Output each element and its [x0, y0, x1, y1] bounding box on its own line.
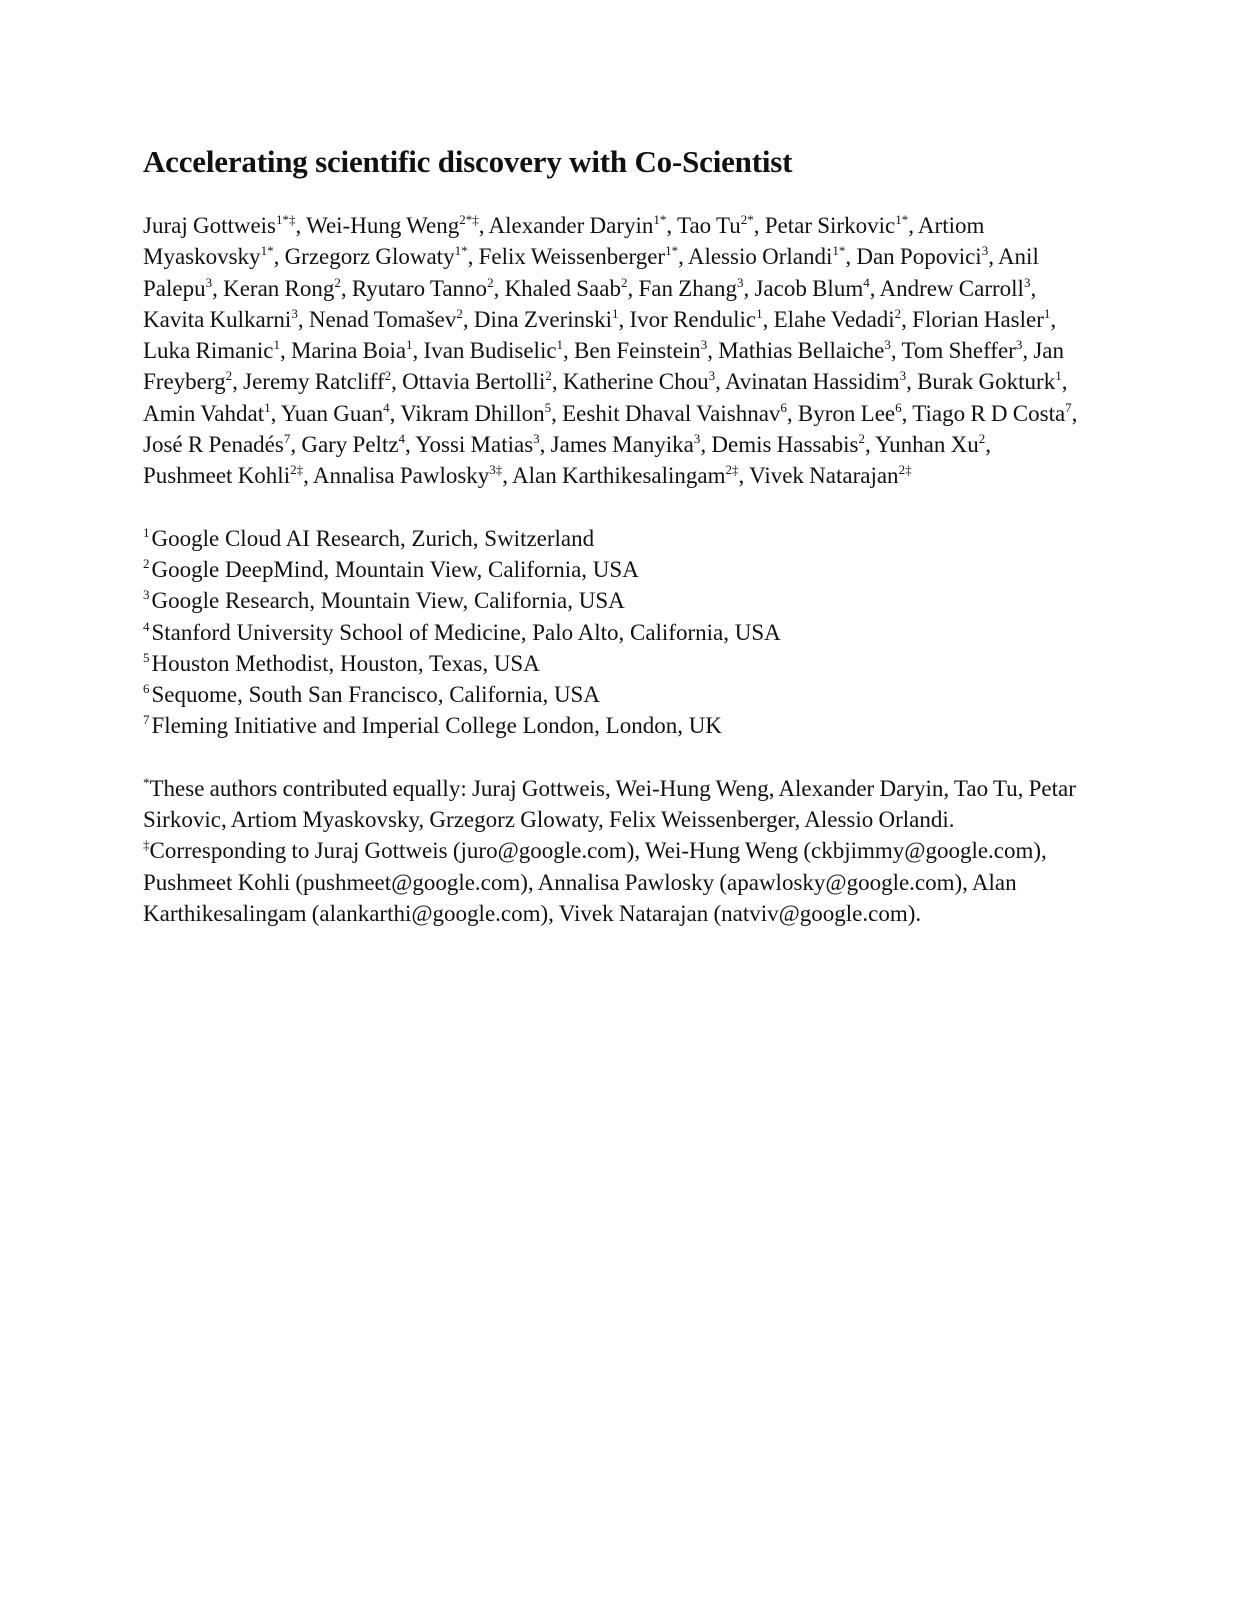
affiliation-text: Sequome, South San Francisco, California, USA — [151, 682, 600, 708]
author-affiliation-marks: 1 — [556, 337, 564, 353]
author-name: Alan Karthikesalingam — [512, 463, 726, 489]
author-name: Ben Feinstein — [574, 338, 701, 364]
author — [143, 463, 303, 488]
author — [765, 213, 908, 238]
author — [574, 338, 707, 363]
author — [512, 463, 738, 488]
author-name: Mathias Bellaiche — [718, 338, 885, 364]
author-name: Marina Boia — [290, 338, 407, 364]
author-name: Anil Palepu — [143, 244, 1039, 301]
author-name: James Manyika — [550, 432, 694, 458]
affiliation-text: Houston Methodist, Houston, Texas, USA — [151, 650, 540, 676]
author-name: Juraj Gottweis — [143, 213, 277, 238]
author — [856, 244, 988, 269]
author-affiliation-marks: 2 — [384, 368, 392, 384]
author-affiliation-marks: 3 — [205, 274, 213, 290]
corresponding-author-note — [143, 835, 1083, 929]
author-name: Tom Sheffer — [901, 338, 1016, 364]
author-affiliation-marks: 1 — [264, 399, 271, 415]
author-affiliation-marks: 3 — [291, 305, 298, 321]
author — [479, 244, 679, 269]
author-affiliation-marks: 2‡ — [290, 462, 304, 478]
author-name: Alexander Daryin — [488, 213, 654, 238]
author — [901, 338, 1022, 363]
author-affiliation-marks: 1 — [273, 337, 280, 353]
affiliation-text: Google Research, Mountain View, California, USA — [151, 588, 625, 614]
author — [143, 338, 280, 363]
author-affiliation-marks: 1*‡ — [276, 212, 296, 227]
author-affiliation-marks: 2 — [620, 274, 628, 290]
author — [912, 401, 1071, 426]
author-name: Tiago R D Costa — [912, 400, 1066, 426]
equal-contribution-text: These authors contributed equally: Juraj Gottweis, Wei-Hung Weng, Alexander Daryin, Tao Tu, Petar Sirkovic, Artiom Myaskovsky, Grzegorz Glowaty, Felix Weissenberger, Alessio Orlandi. — [143, 775, 1076, 833]
author-notes — [143, 773, 1083, 929]
author-name: Keran Rong — [223, 275, 335, 301]
corresponding-text: Corresponding to Juraj Gottweis (juro@google.com), Wei-Hung Weng (ckbjimmy@google.com), Pushmeet Kohli (pushmeet@google.com), Annalisa Pawlosky (apawlosky@google.com), Alan Karthikesalingam (alankarthi@google.com), Vivek Natarajan (natviv@google.com). — [143, 838, 1047, 926]
author — [352, 276, 494, 301]
affiliation-item — [143, 648, 1083, 679]
author — [638, 276, 743, 301]
author-name: Felix Weissenberger — [478, 244, 666, 270]
author-affiliation-marks: 2 — [978, 431, 986, 447]
author-name: Yuan Guan — [280, 400, 384, 426]
affiliation-list — [143, 523, 1083, 742]
equal-contribution-note — [143, 773, 1083, 836]
author-name: Alessio Orlandi — [687, 244, 833, 270]
affiliation-item — [143, 585, 1083, 616]
author-name: Ivan Budiselic — [423, 338, 557, 364]
author — [875, 432, 985, 457]
author — [243, 369, 391, 394]
affiliation-number: 6 — [143, 681, 150, 697]
affiliation-number: 2 — [143, 555, 150, 571]
author-affiliation-marks: 1* — [260, 243, 274, 259]
author — [301, 432, 405, 457]
author — [774, 307, 902, 332]
author-name: Avinatan Hassidim — [724, 369, 900, 395]
author — [725, 369, 906, 394]
author-affiliation-marks: 2 — [545, 368, 552, 384]
author-affiliation-marks: 3 — [693, 431, 701, 447]
author-name: Wei-Hung Weng — [306, 213, 460, 238]
author-name: Dina Zverinski — [473, 306, 612, 332]
author — [143, 213, 296, 238]
author-name: Dan Popovici — [856, 244, 982, 270]
affiliation-item — [143, 617, 1083, 648]
affiliation-number: 3 — [143, 587, 150, 603]
author-name: José R Penadés — [143, 432, 284, 458]
author-name: Khaled Saab — [504, 275, 621, 301]
author-affiliation-marks: 7 — [283, 431, 291, 447]
author-affiliation-marks: 2 — [456, 305, 463, 321]
author-name: Grzegorz Glowaty — [284, 244, 455, 270]
affiliation-item — [143, 679, 1083, 710]
author — [562, 401, 787, 426]
author-name: Elahe Vedadi — [773, 306, 895, 332]
author-affiliation-marks: 4 — [398, 431, 406, 447]
author — [309, 307, 463, 332]
affiliation-text: Stanford University School of Medicine, Palo Alto, California, USA — [151, 619, 781, 645]
author-affiliation-marks: 1* — [653, 212, 667, 227]
author-name: Ivor Rendulic — [629, 306, 757, 332]
author-name: Ryutaro Tanno — [351, 275, 488, 301]
equal-contribution-mark: * — [143, 774, 150, 790]
affiliation-number: 1 — [143, 524, 150, 540]
author-affiliation-marks: 3‡ — [489, 462, 503, 478]
author — [711, 432, 865, 457]
author-affiliation-marks: 2* — [740, 212, 754, 227]
affiliation-number: 4 — [143, 618, 150, 634]
author — [718, 338, 891, 363]
author-affiliation-marks: 2‡ — [898, 462, 912, 478]
author-affiliation-marks: 4 — [383, 399, 390, 415]
author-name: Jacob Blum — [754, 275, 864, 301]
author-affiliation-marks: 7 — [1065, 399, 1072, 415]
author — [143, 401, 271, 426]
affiliation-number: 5 — [143, 649, 150, 665]
author-list: Juraj Gottweis$^{1*\ddagger}$, Wei-Hung Weng$^{2*\ddagger}$, Alexander Daryin$^{1*}$, Tao $Tu^{2*}$, Petar Sirkovic$^{1*}$, Artiom Myaskovsky$^{1*}$, Grzegorz Glowaty$^{1*}$, Felix Weissenberger$^{1*}$, Alessio Orlandi$^{1*}$, Dan Popovici$^3$, Anil Palepu$^3$, Keran Rong$^2$, Ryutaro Tanno$^2$, Khaled Saab$^2$, Fan Zhang$^3$, Jacob Blum$^4$, Andrew Carroll$^3$, Kavita Kulkarni$^3$, Nenad Tomašev$^2$, Dina Zverinski$^1$, Ivor Rendulic$^1$, Elahe Vedadi$^2$, Florian Hasler$^1$, Luka Rimanic$^1$, Marina Boia$^1$, Ivan Budiselic$^1$, Ben Feinstein$^3$, Mathias Bellaiche$^3$, Tom Sheffer$^3$, Jan Freyberg$^2$, Jeremy Ratcliff$^2$, Ottavia Bertolli$^2$, Katherine Chou$^3$, Avinatan Hassidim$^3$, Burak Gokturk$^1$, Amin Vahdat$^1$, Yuan Guan$^4$, Vikram Dhillon$^5$, Eeshit Dhaval Vaishnav$^6$, Byron Lee$^6$, Tiago R D Costa$^7$, José R Penadés$^7$, Gary Peltz$^4$, Yossi Matias$^3$, James Manyika$^3$, Demis Hassabis$^2$, Yunhan Xu$^2$, Pushmeet Kohli$^{2\ddagger}$, Annalisa Pawlosky$^{3\ddagger}$, Alan Karthikesalingam$^{2\ddagger}$, Vivek Natarajan$^{2\ddagger}$ — [143, 212, 1078, 489]
author-affiliation-marks: 1* — [832, 243, 846, 259]
author-name: Vikram Dhillon — [400, 400, 545, 426]
author-affiliation-marks: 6 — [895, 399, 902, 415]
author-affiliation-marks: 2 — [225, 368, 233, 384]
author — [306, 213, 479, 238]
affiliation-item — [143, 554, 1083, 585]
author — [291, 338, 413, 363]
author-affiliation-marks: 3 — [700, 337, 708, 353]
author-affiliation-marks: 3 — [899, 368, 907, 384]
author-name: Ottavia Bertolli — [402, 369, 546, 395]
author-affiliation-marks: 1 — [756, 305, 763, 321]
author-affiliation-marks: 1* — [665, 243, 679, 259]
author-name: Petar Sirkovic — [764, 213, 896, 238]
author-affiliation-marks: 1* — [895, 212, 909, 227]
author-name: Vivek Natarajan — [749, 463, 899, 489]
author-affiliation-marks: 3 — [533, 431, 540, 447]
author — [223, 276, 341, 301]
author — [143, 432, 290, 457]
author-affiliation-marks: 2 — [334, 274, 341, 290]
author — [489, 213, 667, 238]
author-name: Andrew Carroll — [879, 275, 1024, 301]
author — [424, 338, 564, 363]
author — [879, 276, 1030, 301]
author-name: Eeshit Dhaval Vaishnav — [562, 400, 781, 426]
author-name: Burak Gokturk — [917, 369, 1056, 395]
author-affiliation-marks: 3 — [708, 368, 716, 384]
author-affiliation-marks: 5 — [544, 399, 552, 415]
author-name: Luka Rimanic — [143, 338, 274, 364]
author — [798, 401, 902, 426]
author-name: Annalisa Pawlosky — [312, 463, 490, 489]
author — [749, 463, 911, 488]
author-affiliation-marks: 1 — [1043, 305, 1051, 321]
author-affiliation-marks: 3 — [1015, 337, 1023, 353]
author-name: Yossi Matias — [415, 432, 534, 458]
author-affiliation-marks: 2 — [858, 431, 865, 447]
affiliation-text: Google DeepMind, Mountain View, California, USA — [151, 556, 639, 582]
author-name: Katherine Chou — [562, 369, 709, 395]
affiliation-number: 7 — [143, 712, 150, 728]
author — [281, 401, 390, 426]
author — [688, 244, 846, 269]
author — [415, 432, 539, 457]
author-name: Fan Zhang — [638, 275, 737, 301]
author-name: Amin Vahdat — [143, 400, 265, 426]
author — [754, 276, 869, 301]
author-name: Pushmeet Kohli — [143, 463, 291, 489]
author — [313, 463, 502, 488]
affiliation-text: Fleming Initiative and Imperial College London, London, UK — [151, 713, 722, 739]
author-affiliation-marks: 6 — [780, 399, 787, 415]
corresponding-mark: ‡ — [143, 837, 150, 853]
author — [143, 307, 298, 332]
author — [400, 401, 551, 426]
paper-title: Accelerating scientific discovery with Co-Scientist — [143, 144, 793, 179]
author — [474, 307, 619, 332]
author-name: Jan Freyberg — [143, 338, 1065, 395]
paper-title-page — [143, 140, 1083, 929]
author-affiliation-marks: 2‡ — [725, 462, 739, 478]
affiliation-text: Google Cloud AI Research, Zurich, Switzerland — [151, 525, 595, 551]
author-affiliation-marks: 3 — [1023, 274, 1031, 290]
author-name: Yunhan Xu — [875, 432, 979, 458]
author — [912, 307, 1050, 332]
author-affiliation-marks: 2 — [894, 305, 902, 321]
author-affiliation-marks: 1 — [1055, 368, 1062, 384]
author-affiliation-marks: 3 — [981, 243, 989, 259]
author-affiliation-marks: 1* — [454, 243, 468, 259]
author — [285, 244, 468, 269]
author-name: Byron Lee — [797, 400, 896, 426]
author-name: Demis Hassabis — [711, 432, 859, 458]
author — [917, 369, 1062, 394]
author-affiliation-marks: 1 — [612, 305, 619, 321]
author-name: Tao Tu — [677, 213, 741, 238]
affiliation-item — [143, 523, 1083, 554]
author-name: Artiom Myaskovsky — [143, 213, 985, 270]
author-affiliation-marks: 3 — [736, 274, 744, 290]
author-affiliation-marks: 3 — [884, 337, 891, 353]
author-name: Kavita Kulkarni — [143, 306, 292, 332]
author-name: Florian Hasler — [912, 306, 1044, 332]
author-affiliation-marks: 1 — [406, 337, 413, 353]
author-affiliation-marks: 4 — [863, 274, 870, 290]
author-affiliation-marks: 2*‡ — [459, 212, 479, 227]
author — [677, 213, 754, 238]
author-affiliation-marks: 2 — [487, 274, 494, 290]
author-name: Gary Peltz — [301, 432, 399, 458]
author — [402, 369, 552, 394]
author — [505, 276, 628, 301]
author — [563, 369, 715, 394]
author — [551, 432, 701, 457]
author-name: Jeremy Ratcliff — [243, 369, 385, 395]
affiliation-item — [143, 710, 1083, 741]
author-name: Nenad Tomašev — [308, 306, 457, 332]
author — [630, 307, 763, 332]
